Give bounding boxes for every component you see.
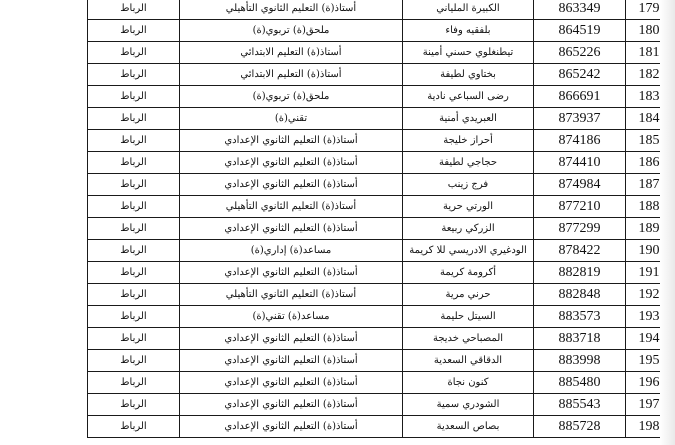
id-cell: 864519 [534, 20, 626, 42]
grade-cell: مساعد(ة) إداري(ة) [180, 240, 403, 262]
table-row [88, 174, 673, 196]
name-cell: تيطنغلوي حسني أمينة [403, 42, 534, 64]
number-cell: 198 [626, 416, 673, 438]
number-cell: 184 [626, 108, 673, 130]
name-cell: بصاص السعدية [403, 416, 534, 438]
grade-cell: أستاذ(ة) التعليم الثانوي الإعدادي [180, 328, 403, 350]
name-cell: الودغيري الادريسي للا كريمة [403, 240, 534, 262]
number-cell: 182 [626, 64, 673, 86]
grade-cell: ملحق(ة) تربوي(ة) [180, 20, 403, 42]
name-cell: الكبيرة الملياني [403, 0, 534, 20]
number-cell: 186 [626, 152, 673, 174]
table-row [88, 372, 673, 394]
grade-cell: أستاذ(ة) التعليم الثانوي الإعدادي [180, 262, 403, 284]
number-cell: 180 [626, 20, 673, 42]
name-cell: فرج زينب [403, 174, 534, 196]
table-row [88, 284, 673, 306]
number-cell: 187 [626, 174, 673, 196]
number-cell: 188 [626, 196, 673, 218]
number-cell: 189 [626, 218, 673, 240]
number-cell: 185 [626, 130, 673, 152]
number-cell: 192 [626, 284, 673, 306]
city-cell: الرباط [88, 372, 180, 394]
name-cell: حرني مرية [403, 284, 534, 306]
name-cell: حجاجي لطيفة [403, 152, 534, 174]
grade-cell: أستاذ(ة) التعليم الابتدائي [180, 64, 403, 86]
city-cell: الرباط [88, 42, 180, 64]
grade-cell: أستاذ(ة) التعليم الثانوي الإعدادي [180, 416, 403, 438]
city-cell: الرباط [88, 20, 180, 42]
id-cell: 878422 [534, 240, 626, 262]
id-cell: 883718 [534, 328, 626, 350]
grade-cell: مساعد(ة) تقني(ة) [180, 306, 403, 328]
name-cell: رضى السباعي نادية [403, 86, 534, 108]
number-cell: 181 [626, 42, 673, 64]
grade-cell: أستاذ(ة) التعليم الثانوي الإعدادي [180, 218, 403, 240]
city-cell: الرباط [88, 262, 180, 284]
city-cell: الرباط [88, 64, 180, 86]
number-cell: 195 [626, 350, 673, 372]
city-cell: الرباط [88, 328, 180, 350]
id-cell: 885480 [534, 372, 626, 394]
name-cell: أكرومة كريمة [403, 262, 534, 284]
name-cell: بلفقيه وفاء [403, 20, 534, 42]
id-cell: 865226 [534, 42, 626, 64]
table-row [88, 42, 673, 64]
grade-cell: أستاذ(ة) التعليم الثانوي الإعدادي [180, 130, 403, 152]
city-cell: الرباط [88, 196, 180, 218]
page-edge-shadow [660, 0, 675, 445]
grade-cell: أستاذ(ة) التعليم الثانوي الإعدادي [180, 350, 403, 372]
city-cell: الرباط [88, 108, 180, 130]
id-cell: 874186 [534, 130, 626, 152]
grade-cell: أستاذ(ة) التعليم الثانوي الإعدادي [180, 174, 403, 196]
id-cell: 885728 [534, 416, 626, 438]
table-row [88, 64, 673, 86]
table-row [88, 328, 673, 350]
name-cell: السيتل حليمة [403, 306, 534, 328]
table-row [88, 306, 673, 328]
table-row [88, 130, 673, 152]
table-row [88, 152, 673, 174]
id-cell: 865242 [534, 64, 626, 86]
grade-cell: ملحق(ة) تربوي(ة) [180, 86, 403, 108]
table-row [88, 416, 673, 438]
city-cell: الرباط [88, 174, 180, 196]
table-row [88, 394, 673, 416]
name-cell: بختاوي لطيفة [403, 64, 534, 86]
grade-cell: أستاذ(ة) التعليم الثانوي الإعدادي [180, 372, 403, 394]
name-cell: الشودري سمية [403, 394, 534, 416]
grade-cell: أستاذ(ة) التعليم الثانوي الإعدادي [180, 394, 403, 416]
city-cell: الرباط [88, 394, 180, 416]
id-cell: 877210 [534, 196, 626, 218]
table-row [88, 0, 673, 20]
table-row [88, 240, 673, 262]
grade-cell: أستاذ(ة) التعليم الثانوي التأهيلي [180, 196, 403, 218]
city-cell: الرباط [88, 416, 180, 438]
grade-cell: أستاذ(ة) التعليم الثانوي التأهيلي [180, 0, 403, 20]
number-cell: 191 [626, 262, 673, 284]
number-cell: 194 [626, 328, 673, 350]
id-cell: 866691 [534, 86, 626, 108]
id-cell: 883573 [534, 306, 626, 328]
grade-cell: أستاذ(ة) التعليم الابتدائي [180, 42, 403, 64]
name-cell: الورتي حرية [403, 196, 534, 218]
name-cell: كنون نجاة [403, 372, 534, 394]
table-row [88, 108, 673, 130]
name-cell: العبريدي أمنية [403, 108, 534, 130]
table-row [88, 86, 673, 108]
id-cell: 863349 [534, 0, 626, 20]
number-cell: 196 [626, 372, 673, 394]
number-cell: 179 [626, 0, 673, 20]
table-row [88, 218, 673, 240]
id-cell: 873937 [534, 108, 626, 130]
grade-cell: أستاذ(ة) التعليم الثانوي التأهيلي [180, 284, 403, 306]
table-row [88, 20, 673, 42]
number-cell: 197 [626, 394, 673, 416]
city-cell: الرباط [88, 152, 180, 174]
grade-cell: أستاذ(ة) التعليم الثانوي الإعدادي [180, 152, 403, 174]
id-cell: 877299 [534, 218, 626, 240]
id-cell: 883998 [534, 350, 626, 372]
id-cell: 882848 [534, 284, 626, 306]
name-cell: الدقاقي السعدية [403, 350, 534, 372]
number-cell: 190 [626, 240, 673, 262]
city-cell: الرباط [88, 240, 180, 262]
number-cell: 183 [626, 86, 673, 108]
table-row [88, 196, 673, 218]
grade-cell: تقني(ة) [180, 108, 403, 130]
id-cell: 882819 [534, 262, 626, 284]
name-cell: المصباحي خديجة [403, 328, 534, 350]
city-cell: الرباط [88, 350, 180, 372]
table-row [88, 262, 673, 284]
city-cell: الرباط [88, 306, 180, 328]
staff-table-body [88, 0, 673, 438]
city-cell: الرباط [88, 130, 180, 152]
city-cell: الرباط [88, 218, 180, 240]
city-cell: الرباط [88, 284, 180, 306]
id-cell: 874984 [534, 174, 626, 196]
staff-table [87, 0, 673, 438]
name-cell: الزركي ربيعة [403, 218, 534, 240]
city-cell: الرباط [88, 86, 180, 108]
city-cell: الرباط [88, 0, 180, 20]
number-cell: 193 [626, 306, 673, 328]
id-cell: 874410 [534, 152, 626, 174]
name-cell: أحراز خليجة [403, 130, 534, 152]
table-row [88, 350, 673, 372]
id-cell: 885543 [534, 394, 626, 416]
